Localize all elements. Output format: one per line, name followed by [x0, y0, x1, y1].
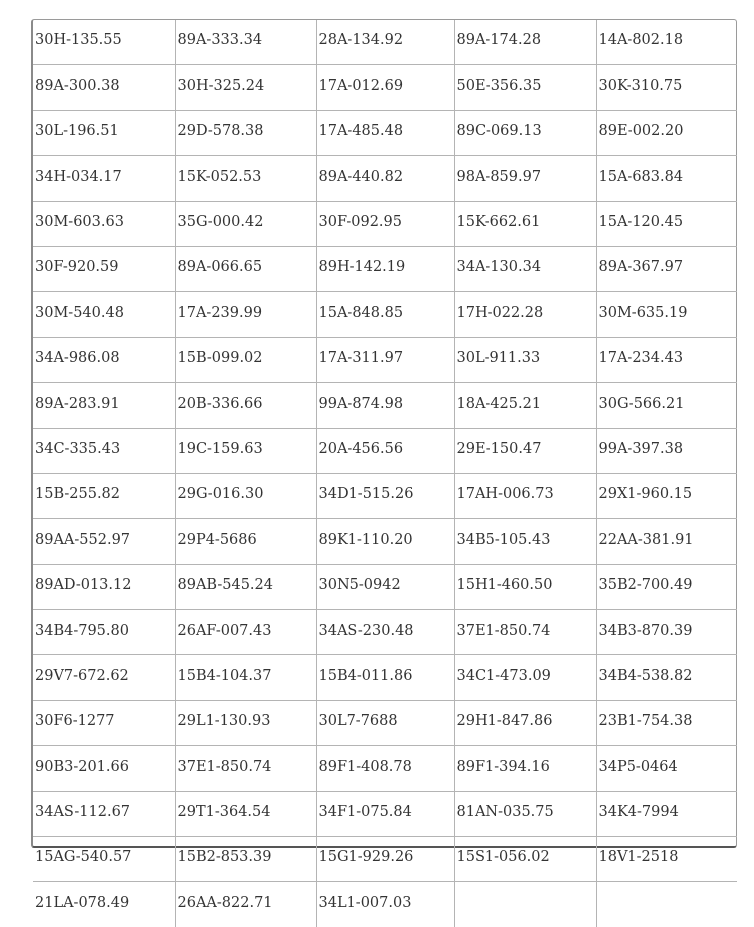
table-cell: 15A-120.45	[596, 201, 737, 246]
table-row	[33, 882, 737, 927]
table-cell: 34C-335.43	[33, 428, 175, 473]
table-cell: 19C-159.63	[175, 428, 316, 473]
table-cell: 18V1-2518	[596, 837, 737, 882]
table-cell: 34AS-112.67	[33, 791, 175, 836]
table-cell: 30F-092.95	[316, 201, 454, 246]
table-cell: 15A-683.84	[596, 156, 737, 201]
table-cell: 29L1-130.93	[175, 700, 316, 745]
table-cell: 20B-336.66	[175, 383, 316, 428]
table-cell: 29V7-672.62	[33, 655, 175, 700]
table-cell: 34F1-075.84	[316, 791, 454, 836]
table-cell: 34A-130.34	[454, 246, 596, 291]
table-row	[33, 519, 737, 564]
table-cell: 90B3-201.66	[33, 746, 175, 791]
table-row	[33, 428, 737, 473]
table-cell: 30H-135.55	[33, 20, 175, 65]
table-cell: 15B4-104.37	[175, 655, 316, 700]
table-cell: 30L-911.33	[454, 337, 596, 382]
table-cell	[454, 882, 596, 927]
table-cell: 30N5-0942	[316, 564, 454, 609]
table-cell: 15H1-460.50	[454, 564, 596, 609]
table-cell: 50E-356.35	[454, 65, 596, 110]
table-cell: 22AA-381.91	[596, 519, 737, 564]
table-cell: 34A-986.08	[33, 337, 175, 382]
table-cell: 14A-802.18	[596, 20, 737, 65]
table-cell: 37E1-850.74	[175, 746, 316, 791]
table-cell: 89A-300.38	[33, 65, 175, 110]
table-cell: 23B1-754.38	[596, 700, 737, 745]
table-cell: 29H1-847.86	[454, 700, 596, 745]
table-cell: 34P5-0464	[596, 746, 737, 791]
table-cell: 30K-310.75	[596, 65, 737, 110]
table-cell: 29E-150.47	[454, 428, 596, 473]
table-cell: 15B4-011.86	[316, 655, 454, 700]
table-cell: 89AB-545.24	[175, 564, 316, 609]
table-cell: 15A-848.85	[316, 292, 454, 337]
table-cell: 34B4-538.82	[596, 655, 737, 700]
table-row	[33, 700, 737, 745]
table-cell: 29X1-960.15	[596, 473, 737, 518]
table-cell: 26AA-822.71	[175, 882, 316, 927]
table-cell: 30M-635.19	[596, 292, 737, 337]
table-cell	[596, 882, 737, 927]
table-cell: 15AG-540.57	[33, 837, 175, 882]
table-row	[33, 246, 737, 291]
table-cell: 30F6-1277	[33, 700, 175, 745]
table-cell: 89K1-110.20	[316, 519, 454, 564]
table-cell: 15S1-056.02	[454, 837, 596, 882]
table-cell: 89A-174.28	[454, 20, 596, 65]
table-cell: 17A-239.99	[175, 292, 316, 337]
table-cell: 30M-603.63	[33, 201, 175, 246]
table-cell: 17A-311.97	[316, 337, 454, 382]
table-cell: 15G1-929.26	[316, 837, 454, 882]
table-cell: 30F-920.59	[33, 246, 175, 291]
table-row	[33, 655, 737, 700]
table-cell: 34H-034.17	[33, 156, 175, 201]
table-cell: 28A-134.92	[316, 20, 454, 65]
table-row	[33, 564, 737, 609]
table-cell: 15B-255.82	[33, 473, 175, 518]
table-cell: 35B2-700.49	[596, 564, 737, 609]
plates-table	[33, 20, 737, 927]
table-cell: 17H-022.28	[454, 292, 596, 337]
table-cell: 17A-485.48	[316, 110, 454, 155]
table-cell: 89A-440.82	[316, 156, 454, 201]
table-cell: 17A-234.43	[596, 337, 737, 382]
table-cell: 99A-397.38	[596, 428, 737, 473]
table-row	[33, 837, 737, 882]
table-cell: 29D-578.38	[175, 110, 316, 155]
table-cell: 34B5-105.43	[454, 519, 596, 564]
plates-table-container	[31, 19, 737, 911]
table-cell: 26AF-007.43	[175, 610, 316, 655]
table-cell: 35G-000.42	[175, 201, 316, 246]
table-cell: 34B3-870.39	[596, 610, 737, 655]
table-cell: 34C1-473.09	[454, 655, 596, 700]
table-row	[33, 473, 737, 518]
table-cell: 34K4-7994	[596, 791, 737, 836]
table-row	[33, 746, 737, 791]
table-cell: 89H-142.19	[316, 246, 454, 291]
table-cell: 89A-283.91	[33, 383, 175, 428]
table-cell: 30L-196.51	[33, 110, 175, 155]
table-cell: 89F1-394.16	[454, 746, 596, 791]
table-row	[33, 65, 737, 110]
table-cell: 30L7-7688	[316, 700, 454, 745]
table-cell: 30H-325.24	[175, 65, 316, 110]
table-cell: 98A-859.97	[454, 156, 596, 201]
table-row	[33, 337, 737, 382]
table-row	[33, 383, 737, 428]
table-row	[33, 110, 737, 155]
table-cell: 29T1-364.54	[175, 791, 316, 836]
table-row	[33, 156, 737, 201]
table-cell: 15K-052.53	[175, 156, 316, 201]
table-cell: 89A-367.97	[596, 246, 737, 291]
table-cell: 34D1-515.26	[316, 473, 454, 518]
table-cell: 15B2-853.39	[175, 837, 316, 882]
table-cell: 99A-874.98	[316, 383, 454, 428]
table-cell: 37E1-850.74	[454, 610, 596, 655]
table-cell: 18A-425.21	[454, 383, 596, 428]
table-cell: 89F1-408.78	[316, 746, 454, 791]
table-cell: 89E-002.20	[596, 110, 737, 155]
table-row	[33, 201, 737, 246]
table-row	[33, 20, 737, 65]
table-cell: 89C-069.13	[454, 110, 596, 155]
table-cell: 89AA-552.97	[33, 519, 175, 564]
table-cell: 29G-016.30	[175, 473, 316, 518]
table-cell: 15K-662.61	[454, 201, 596, 246]
table-row	[33, 610, 737, 655]
table-cell: 34B4-795.80	[33, 610, 175, 655]
table-row	[33, 292, 737, 337]
table-cell: 89A-333.34	[175, 20, 316, 65]
table-cell: 30G-566.21	[596, 383, 737, 428]
table-cell: 17A-012.69	[316, 65, 454, 110]
table-cell: 20A-456.56	[316, 428, 454, 473]
table-cell: 29P4-5686	[175, 519, 316, 564]
table-cell: 15B-099.02	[175, 337, 316, 382]
table-cell: 34AS-230.48	[316, 610, 454, 655]
table-cell: 89AD-013.12	[33, 564, 175, 609]
table-cell: 21LA-078.49	[33, 882, 175, 927]
table-row	[33, 791, 737, 836]
table-cell: 17AH-006.73	[454, 473, 596, 518]
table-cell: 89A-066.65	[175, 246, 316, 291]
table-cell: 34L1-007.03	[316, 882, 454, 927]
table-cell: 81AN-035.75	[454, 791, 596, 836]
table-cell: 30M-540.48	[33, 292, 175, 337]
